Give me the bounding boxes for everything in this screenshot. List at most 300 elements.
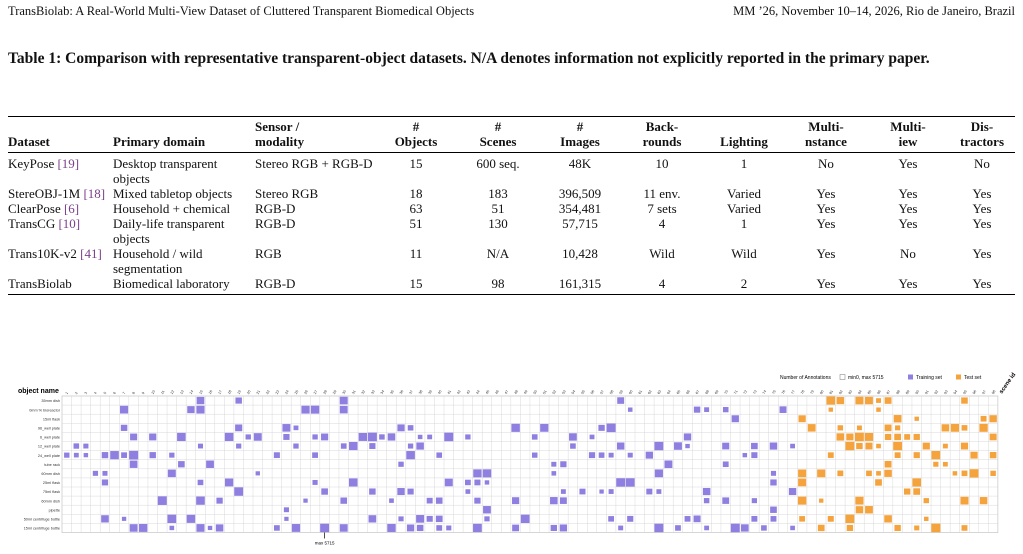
train-annotation-cell <box>675 525 681 531</box>
scene-tick-label: 23 <box>274 389 281 395</box>
col-header: # Images <box>539 117 621 153</box>
train-annotation-cell <box>416 515 424 523</box>
train-annotation-cell <box>216 498 222 504</box>
test-annotation-cell <box>817 469 825 477</box>
test-annotation-cell <box>798 497 806 505</box>
train-annotation-cell <box>236 444 241 449</box>
table-row <box>8 201 1015 216</box>
dataset-name: Trans10K-v2 <box>8 246 77 261</box>
scene-tick-label: 83 <box>847 389 854 395</box>
test-annotation-cell <box>865 433 873 441</box>
train-annotation-cell <box>628 453 633 458</box>
train-annotation-cell <box>512 497 519 504</box>
train-annotation-cell <box>551 471 556 475</box>
train-annotation-cell <box>93 471 98 476</box>
object-row-label: 75ml flask <box>42 490 60 495</box>
sensor-cell: RGB-D <box>255 216 296 231</box>
test-annotation-cell <box>856 506 864 513</box>
test-annotation-cell <box>933 462 938 467</box>
annotation-matrix-chart <box>0 360 1023 554</box>
train-annotation-cell <box>607 424 616 433</box>
scene-tick-label: 10 <box>150 389 157 395</box>
multi-instance-cell: No <box>818 156 834 171</box>
test-annotation-cell <box>951 424 959 432</box>
train-annotation-cell <box>532 434 538 439</box>
scene-tick-label: 41 <box>446 389 453 395</box>
train-annotation-cell <box>274 525 280 531</box>
table-header-row <box>8 117 1015 153</box>
citation-link[interactable]: [10] <box>55 216 81 231</box>
test-annotation-cell <box>885 461 892 468</box>
scene-tick-label: 65 <box>675 389 682 395</box>
train-annotation-cell <box>407 489 413 495</box>
train-annotation-cell <box>177 433 186 441</box>
train-annotation-cell <box>521 515 530 523</box>
train-annotation-cell <box>685 516 691 522</box>
test-annotation-cell <box>990 471 996 476</box>
train-annotation-cell <box>196 524 204 532</box>
objects-cell: 11 <box>409 246 423 261</box>
train-annotation-cell <box>254 433 262 441</box>
scene-tick-label: 26 <box>303 389 309 395</box>
test-annotation-cell <box>885 397 892 404</box>
train-annotation-cell <box>121 452 127 458</box>
scene-tick-label: 3 <box>83 391 89 395</box>
lighting-cell: 2 <box>703 276 785 295</box>
images-cell: 10,428 <box>562 246 598 261</box>
scenes-cell: 51 <box>491 201 505 216</box>
scene-tick-label: 63 <box>656 389 663 395</box>
test-annotation-cell <box>961 443 968 450</box>
test-annotation-cell <box>855 497 863 505</box>
scene-tick-label: 62 <box>647 389 653 395</box>
train-annotation-cell <box>187 406 194 413</box>
dataset-name: KeyPose <box>8 156 55 171</box>
scene-tick-label: 33 <box>370 389 376 395</box>
train-annotation-cell <box>321 434 328 441</box>
test-annotation-cell <box>943 462 948 467</box>
distractors-cell: No <box>974 156 990 171</box>
sensor-cell: RGB-D <box>255 276 375 295</box>
train-annotation-cell <box>465 434 470 439</box>
train-annotation-cell <box>609 489 614 494</box>
train-annotation-cell <box>741 524 749 531</box>
scene-tick-label: 38 <box>418 389 424 395</box>
train-annotation-cell <box>101 515 109 522</box>
domain-cell: Mixed tabletop objects <box>113 186 233 201</box>
scene-tick-label: 54 <box>570 389 577 395</box>
multi-instance-cell: Yes <box>816 201 836 216</box>
train-annotation-cell <box>654 524 663 533</box>
train-annotation-cell <box>84 453 88 457</box>
train-annotation-cell <box>551 525 557 531</box>
images-cell: 48K <box>568 156 592 171</box>
train-annotation-cell <box>436 516 443 522</box>
train-annotation-cell <box>167 515 176 523</box>
scene-tick-label: 81 <box>828 389 835 395</box>
test-annotation-cell <box>904 434 910 440</box>
distractors-cell: Yes <box>972 246 992 261</box>
multi-view-cell: Yes <box>898 216 918 231</box>
lighting-cell: Wild <box>731 246 757 261</box>
lighting-cell: 1 <box>740 156 748 171</box>
scene-tick-label: 2 <box>74 391 79 395</box>
test-annotation-cell <box>857 425 862 430</box>
train-annotation-cell <box>617 397 624 404</box>
scene-tick-label: 85 <box>866 389 873 395</box>
images-cell: 354,481 <box>558 201 602 216</box>
train-annotation-cell <box>283 434 289 440</box>
multi-instance-cell: Yes <box>816 186 836 201</box>
scene-tick-label: 89 <box>905 389 911 395</box>
dataset-name-cell <box>8 216 113 246</box>
train-annotation-cell <box>722 443 729 450</box>
header-left: TransBiolab: A Real-World Multi-View Dataset of Cluttered Transparent Biomedical Objects <box>8 4 475 18</box>
train-annotation-cell <box>551 462 556 467</box>
train-annotation-cell <box>369 488 375 494</box>
test-annotation-cell <box>828 516 834 522</box>
lighting-cell: Varied <box>727 186 761 201</box>
train-annotation-cell <box>235 424 242 431</box>
test-annotation-cell <box>915 417 919 421</box>
train-annotation-cell <box>473 469 481 477</box>
scene-tick-label: 82 <box>838 389 844 395</box>
scenes-cell: 600 seq. <box>476 156 520 171</box>
scene-tick-label: 71 <box>733 389 739 395</box>
train-annotation-cell <box>416 442 424 449</box>
train-annotation-cell <box>427 498 433 504</box>
train-annotation-cell <box>599 452 605 457</box>
test-annotation-cell <box>931 524 940 533</box>
train-annotation-cell <box>359 433 367 441</box>
train-annotation-cell <box>170 526 175 530</box>
scene-tick-label: 88 <box>895 389 901 395</box>
scene-tick-label: 20 <box>246 389 252 395</box>
scene-tick-label: 35 <box>389 389 395 395</box>
train-annotation-cell <box>64 453 69 458</box>
train-annotation-cell <box>321 488 328 494</box>
multi-instance-cell: Yes <box>816 216 836 231</box>
multi-instance-cell: Yes <box>816 246 836 261</box>
test-annotation-cell <box>913 488 920 495</box>
scene-tick-label: 69 <box>714 389 720 395</box>
legend-range-swatch <box>840 375 845 380</box>
scene-tick-label: 21 <box>255 389 262 395</box>
test-annotation-cell <box>884 470 892 477</box>
test-annotation-cell <box>960 497 968 505</box>
test-annotation-cell <box>962 471 968 477</box>
scene-tick-label: 47 <box>503 389 510 395</box>
scenes-cell: N/A <box>486 246 510 261</box>
scene-tick-label: 16 <box>207 389 214 395</box>
train-annotation-cell <box>561 489 566 494</box>
scene-tick-label: 52 <box>551 389 558 395</box>
scene-tick-label: 46 <box>494 389 500 395</box>
scene-tick-label: 76 <box>780 389 787 395</box>
train-annotation-cell <box>369 515 377 522</box>
scene-tick-label: 68 <box>704 389 710 395</box>
scene-tick-label: 8 <box>131 391 136 395</box>
test-annotation-cell <box>856 443 862 449</box>
train-annotation-cell <box>235 397 241 403</box>
train-annotation-cell <box>618 526 623 531</box>
object-row-label: pipette <box>48 508 60 513</box>
object-row-label: 50ml centrifuge bottle <box>23 517 60 522</box>
scene-tick-label: 57 <box>599 389 605 395</box>
train-annotation-cell <box>225 433 234 441</box>
train-annotation-cell <box>341 443 347 448</box>
domain-cell: Household + chemical <box>113 201 231 216</box>
train-annotation-cell <box>445 479 453 487</box>
train-annotation-cell <box>626 478 635 486</box>
test-annotation-cell <box>855 397 863 405</box>
scene-tick-label: 24 <box>284 389 290 395</box>
legend-train-swatch <box>908 375 913 380</box>
train-annotation-cell <box>312 480 317 485</box>
train-annotation-cell <box>102 452 108 458</box>
objects-cell: 51 <box>409 216 423 231</box>
scene-tick-label: 79 <box>809 389 816 395</box>
test-annotation-cell <box>837 397 845 404</box>
backgrounds-cell: 10 <box>655 156 669 171</box>
scene-tick-label: 7 <box>121 391 127 395</box>
train-annotation-cell <box>150 452 156 458</box>
scene-tick-label: 34 <box>379 389 386 395</box>
train-annotation-cell <box>122 517 126 521</box>
dataset-name: TransCG <box>8 216 56 231</box>
train-annotation-cell <box>599 489 603 493</box>
col-header: Multi- iew <box>867 117 949 153</box>
train-annotation-cell <box>168 470 176 478</box>
train-annotation-cell <box>752 498 757 503</box>
train-annotation-cell <box>674 442 682 450</box>
objects-cell: 15 <box>409 156 423 171</box>
train-annotation-cell <box>398 462 403 467</box>
train-annotation-cell <box>256 471 260 475</box>
train-annotation-cell <box>340 397 348 405</box>
scene-tick-label: 19 <box>236 389 243 395</box>
train-annotation-cell <box>569 433 577 440</box>
scene-tick-label: 30 <box>341 389 348 395</box>
citation-link[interactable]: [41] <box>76 246 102 261</box>
scene-tick-label: 61 <box>637 389 644 395</box>
train-annotation-cell <box>130 524 138 532</box>
train-annotation-cell <box>560 461 566 467</box>
test-annotation-cell <box>894 434 901 440</box>
legend-train-label: Training set <box>916 375 942 381</box>
scene-tick-label: 39 <box>427 389 434 395</box>
scene-tick-label: 14 <box>188 389 195 395</box>
train-annotation-cell <box>731 524 740 533</box>
multi-view-cell: Yes <box>898 201 918 216</box>
scene-tick-label: 67 <box>694 389 701 395</box>
scene-tick-label: 95 <box>962 389 968 395</box>
scene-tick-label: 78 <box>800 389 806 395</box>
dataset-name: TransBiolab <box>8 276 72 291</box>
train-annotation-cell <box>206 461 214 468</box>
test-annotation-cell <box>895 452 901 458</box>
train-annotation-cell <box>282 424 290 432</box>
train-annotation-cell <box>427 516 433 522</box>
test-annotation-cell <box>799 516 805 522</box>
scene-tick-label: 17 <box>217 389 223 395</box>
train-annotation-cell <box>473 524 482 532</box>
test-annotation-cell <box>953 471 958 475</box>
test-annotation-cell <box>876 444 881 448</box>
backgrounds-cell: 4 <box>621 276 703 295</box>
test-annotation-cell <box>799 415 806 422</box>
images-cell: 57,715 <box>562 216 598 231</box>
train-annotation-cell <box>770 507 777 513</box>
train-annotation-cell <box>379 434 385 439</box>
test-annotation-cell <box>914 526 919 531</box>
test-annotation-cell <box>893 442 902 450</box>
train-annotation-cell <box>511 424 519 432</box>
train-annotation-cell <box>387 524 395 532</box>
table-row <box>8 153 1015 187</box>
test-annotation-cell <box>981 416 987 422</box>
train-annotation-cell <box>418 435 423 439</box>
train-annotation-cell <box>684 433 691 440</box>
scene-tick-label: 77 <box>790 389 796 395</box>
train-annotation-cell <box>312 452 318 458</box>
objects-cell: 18 <box>409 186 423 201</box>
scene-tick-label: 55 <box>580 389 586 395</box>
train-annotation-cell <box>130 434 137 441</box>
lighting-cell: Varied <box>727 201 761 216</box>
dataset-name-cell <box>8 246 113 276</box>
scene-tick-label: 1 <box>64 391 70 395</box>
scene-tick-label: 64 <box>666 389 672 395</box>
dataset-name: StereOBJ-1M <box>8 186 81 201</box>
table-row <box>8 246 1015 276</box>
train-annotation-cell <box>694 407 700 413</box>
object-row-label: 60mm dish <box>41 471 60 476</box>
train-annotation-cell <box>83 444 88 449</box>
train-annotation-cell <box>560 524 567 531</box>
train-annotation-cell <box>284 517 288 521</box>
scene-tick-label: 32 <box>360 389 367 395</box>
test-annotation-cell <box>829 408 833 412</box>
test-annotation-cell <box>980 497 988 504</box>
train-annotation-cell <box>397 424 404 431</box>
test-annotation-cell <box>819 499 823 503</box>
dataset-name: ClearPose <box>8 201 61 216</box>
test-annotation-cell <box>961 397 968 403</box>
multi-view-cell: Yes <box>898 186 918 201</box>
train-annotation-cell <box>149 434 156 441</box>
table-caption: Table 1: Comparison with representative transparent-object datasets. N/A denotes information not explicitly reported in the primary paper. <box>8 50 930 67</box>
test-annotation-cell <box>865 506 873 513</box>
test-annotation-cell <box>990 434 997 441</box>
multi-view-cell: Yes <box>898 156 918 171</box>
backgrounds-cell: 11 env. <box>643 186 681 201</box>
train-annotation-cell <box>110 451 119 459</box>
sensor-cell: RGB-D <box>255 201 296 216</box>
citation-link[interactable]: [6] <box>60 201 80 216</box>
train-annotation-cell <box>617 442 624 449</box>
test-annotation-cell <box>923 443 930 450</box>
test-annotation-cell <box>876 407 881 411</box>
dataset-name-cell <box>8 153 113 187</box>
train-annotation-cell <box>312 434 317 439</box>
train-annotation-cell <box>664 460 672 468</box>
train-annotation-cell <box>532 453 537 458</box>
object-row-label: 96_well plate <box>37 426 60 431</box>
train-annotation-cell <box>656 489 661 494</box>
train-annotation-cell <box>311 406 319 414</box>
train-annotation-cell <box>465 480 471 485</box>
test-annotation-cell <box>865 443 872 450</box>
scene-tick-label: 97 <box>981 389 987 395</box>
test-annotation-cell <box>989 415 996 422</box>
train-annotation-cell <box>722 497 729 503</box>
multi-instance-cell: Yes <box>785 276 867 295</box>
object-row-label: 25ml flask <box>42 481 60 486</box>
train-annotation-cell <box>570 443 576 448</box>
test-annotation-cell <box>979 424 987 432</box>
citation-link[interactable]: [18] <box>80 186 106 201</box>
test-annotation-cell <box>875 479 882 485</box>
test-annotation-cell <box>798 469 806 477</box>
object-row-label: 60mm dish <box>41 499 60 504</box>
train-annotation-cell <box>771 516 777 522</box>
train-annotation-cell <box>751 516 757 522</box>
legend-title: Number of Annotations <box>780 375 831 381</box>
train-annotation-cell <box>483 506 491 513</box>
train-annotation-cell <box>246 434 251 439</box>
test-annotation-cell <box>876 398 881 403</box>
scene-tick-label: 86 <box>876 389 882 395</box>
train-annotation-cell <box>685 444 689 448</box>
scene-tick-label: 25 <box>293 389 300 395</box>
col-header: Sensor / modality <box>255 117 375 153</box>
test-annotation-cell <box>885 434 891 440</box>
scene-tick-label: 49 <box>523 389 529 395</box>
scene-tick-label: 80 <box>819 389 825 395</box>
train-annotation-cell <box>465 489 470 494</box>
lighting-cell: 1 <box>740 216 748 231</box>
test-annotation-cell <box>970 469 979 477</box>
scene-tick-label: 5 <box>102 391 108 395</box>
train-annotation-cell <box>560 497 567 504</box>
train-annotation-cell <box>225 478 233 486</box>
train-annotation-cell <box>751 452 757 458</box>
scene-tick-label: 72 <box>742 389 749 395</box>
train-annotation-cell <box>608 516 614 522</box>
images-cell: 396,509 <box>558 186 602 201</box>
sensor-cell: Stereo RGB + RGB-D <box>255 156 373 171</box>
train-annotation-cell <box>703 488 711 495</box>
objects-cell: 15 <box>375 276 457 295</box>
sensor-cell: RGB <box>255 246 282 261</box>
test-annotation-cell <box>942 424 950 431</box>
scene-tick-label: 42 <box>456 389 462 395</box>
object-row-label: tube rack <box>44 462 60 467</box>
scene-tick-label: 13 <box>179 389 185 395</box>
dataset-name-cell <box>8 186 113 201</box>
train-annotation-cell <box>780 406 787 413</box>
scene-tick-label: 50 <box>532 389 539 395</box>
test-annotation-cell <box>943 444 948 449</box>
max-marker-label: max 5715 <box>314 540 335 546</box>
train-annotation-cell <box>292 524 300 532</box>
legend-range-label: min0, max 5715 <box>848 375 884 381</box>
test-annotation-cell <box>865 397 873 404</box>
citation-link[interactable]: [19] <box>54 156 80 171</box>
train-annotation-cell <box>234 487 243 495</box>
train-annotation-cell <box>790 526 795 530</box>
